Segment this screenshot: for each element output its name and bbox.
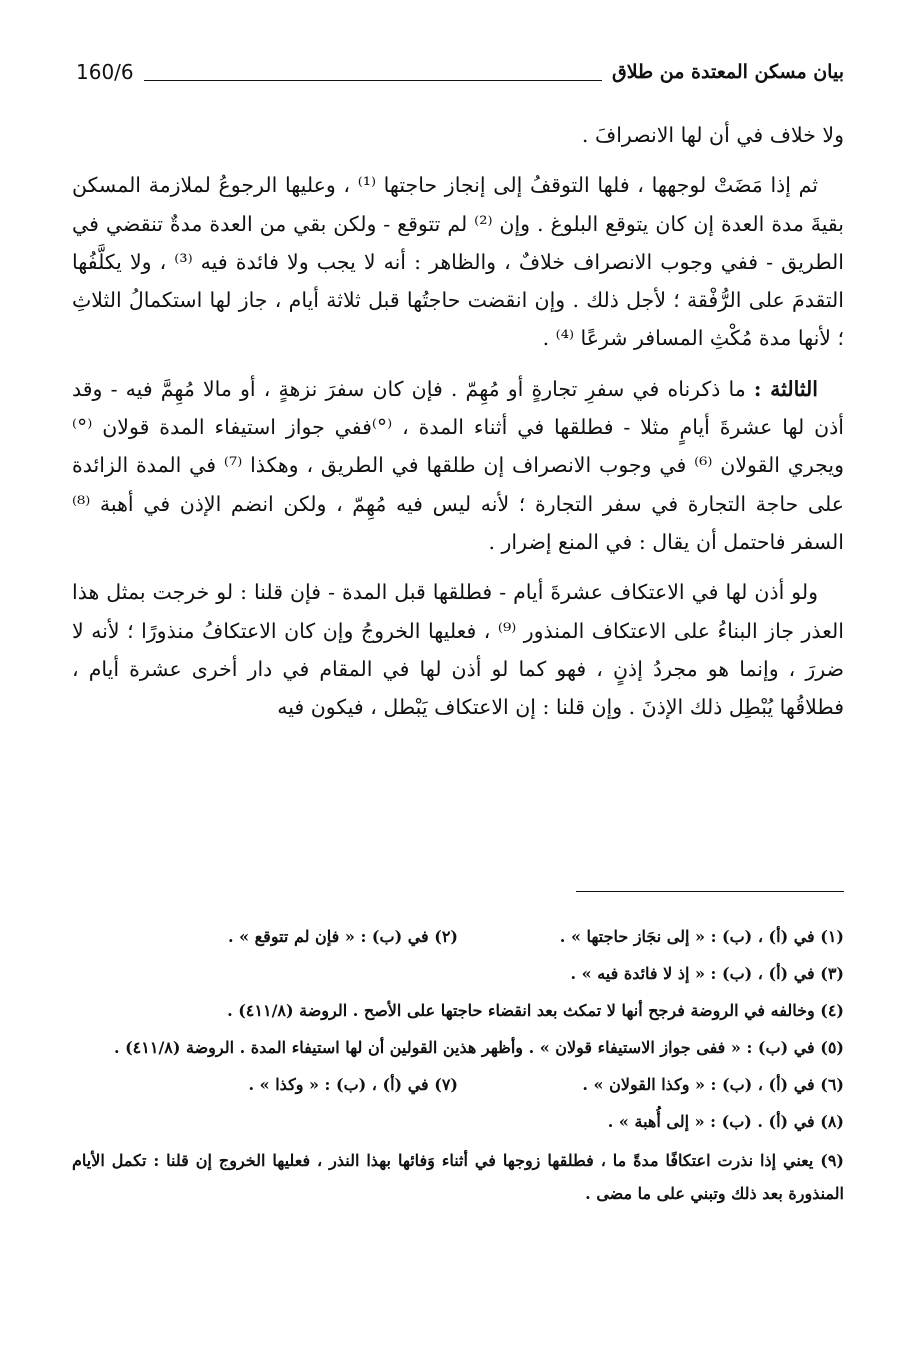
- footnote-row: [72, 1103, 844, 1140]
- footnote-row: [72, 992, 844, 1029]
- footnote-9: (٩) يعني إذا نذرت اعتكافًا مدةً ما ، فطلقها زوجها في أثناء وَفائها بهذا النذر ، فعليها الخروج إن قلنا : تكمل الأيام المنذورة بعد ذلك وتبني على ما مضى .: [72, 1151, 844, 1203]
- paragraph-3-text: ما ذكرناه في سفرِ تجارةٍ أو مُهِمّ . فإن كان سفرَ نزهةٍ ، أو مالا مُهِمَّ فيه - وقد أذن لها عشرةَ أيامٍ مثلا - فطلقها في أثناء المدة ، ⁽°⁾ففي جواز استيفاء المدة قولان ⁽°⁾ ويجري القولان ⁽⁶⁾ في وجوب الانصراف إن طلقها في الطريق ، وهكذا ⁽⁷⁾ في المدة الزائدة على حاجة التجارة في سفر التجارة ؛ لأنه ليس فيه مُهِمّ ، ولكن انضم الإذن في أهبة ⁽⁸⁾ السفر فاحتمل أن يقال : في المنع إضرار .: [72, 376, 844, 554]
- header-rule: [144, 80, 602, 81]
- paragraph-1: ولا خلاف في أن لها الانصرافَ .: [581, 123, 844, 147]
- page-number: 160/6: [76, 60, 134, 84]
- footnote-row: [72, 918, 844, 955]
- running-title: بيان مسكن المعتدة من طلاق: [611, 61, 844, 83]
- footnote-1: (١) في (أ) ، (ب) : « إلى نجَاز حاجتها » .: [559, 927, 844, 946]
- footnote-row: [72, 1144, 844, 1210]
- footnote-7: (٧) في (أ) ، (ب) : « وكذا » .: [248, 1075, 458, 1094]
- footnotes: [72, 918, 844, 1210]
- footnote-divider: [576, 891, 844, 892]
- footnote-8: (٨) في (أ) . (ب) : « إلى أُهبة » .: [607, 1112, 844, 1131]
- section-heading-third: الثالثة :: [753, 376, 818, 401]
- footnote-6: (٦) في (أ) ، (ب) : « وكذا القولان » .: [582, 1075, 844, 1094]
- footnote-row: [72, 1066, 844, 1103]
- page-header: [72, 52, 844, 92]
- footnote-row: [72, 1029, 844, 1066]
- footnote-4: (٤) وخالفه في الروضة فرجح أنها لا تمكث بعد انقضاء حاجتها على الأصح . الروضة (٤١١/٨) .: [227, 1001, 844, 1020]
- footnote-2: (٢) في (ب) : « فإن لم تتوقع » .: [227, 927, 458, 946]
- paragraph-2: ثم إذا مَضَتْ لوجهها ، فلها التوقفُ إلى إنجاز حاجتها ⁽¹⁾ ، وعليها الرجوعُ لملازمة المسكن بقيةَ مدة العدة إن كان يتوقع البلوغ . وإن ⁽²⁾ لم تتوقع - ولكن بقي من العدة مدةٌ تنقضي في الطريق - ففي وجوب الانصراف خلافٌ ، والظاهر : أنه لا يجب ولا فائدة فيه ⁽³⁾ ، ولا يكلَّفُها التقدمَ على الرُّفْقة ؛ لأجل ذلك . وإن انقضت حاجتُها قبل ثلاثة أيام ، جاز لها استكمالُ الثلاثِ ؛ لأنها مدة مُكْثِ المسافر شرعًا ⁽⁴⁾ .: [72, 173, 845, 351]
- main-text: [72, 116, 844, 738]
- paragraph-4: ولو أذن لها في الاعتكاف عشرةَ أيام - فطلقها قبل المدة - فإن قلنا : لو خرجت بمثل هذا العذر جاز البناءُ على الاعتكاف المنذور ⁽⁹⁾ ، فعليها الخروجُ وإن كان الاعتكافُ منذورًا ؛ لأنه لا ضررَ ، وإنما هو مجردُ إذنٍ ، فهو كما لو أذن لها في المقام في دار أخرى عشرة أيام ، فطلاقُها يُبْطِل ذلك الإذنَ . وإن قلنا : إن الاعتكاف يَبْطل ، فيكون فيه: [72, 580, 844, 720]
- paragraph-3: [72, 370, 844, 561]
- footnote-5: (٥) في (ب) : « ففى جواز الاستيفاء قولان » . وأظهر هذين القولين أن لها استيفاء المدة . الروضة (٤١١/٨) .: [113, 1038, 844, 1057]
- footnote-3: (٣) في (أ) ، (ب) : « إذ لا فائدة فيه » .: [570, 964, 844, 983]
- footnote-row: [72, 955, 844, 992]
